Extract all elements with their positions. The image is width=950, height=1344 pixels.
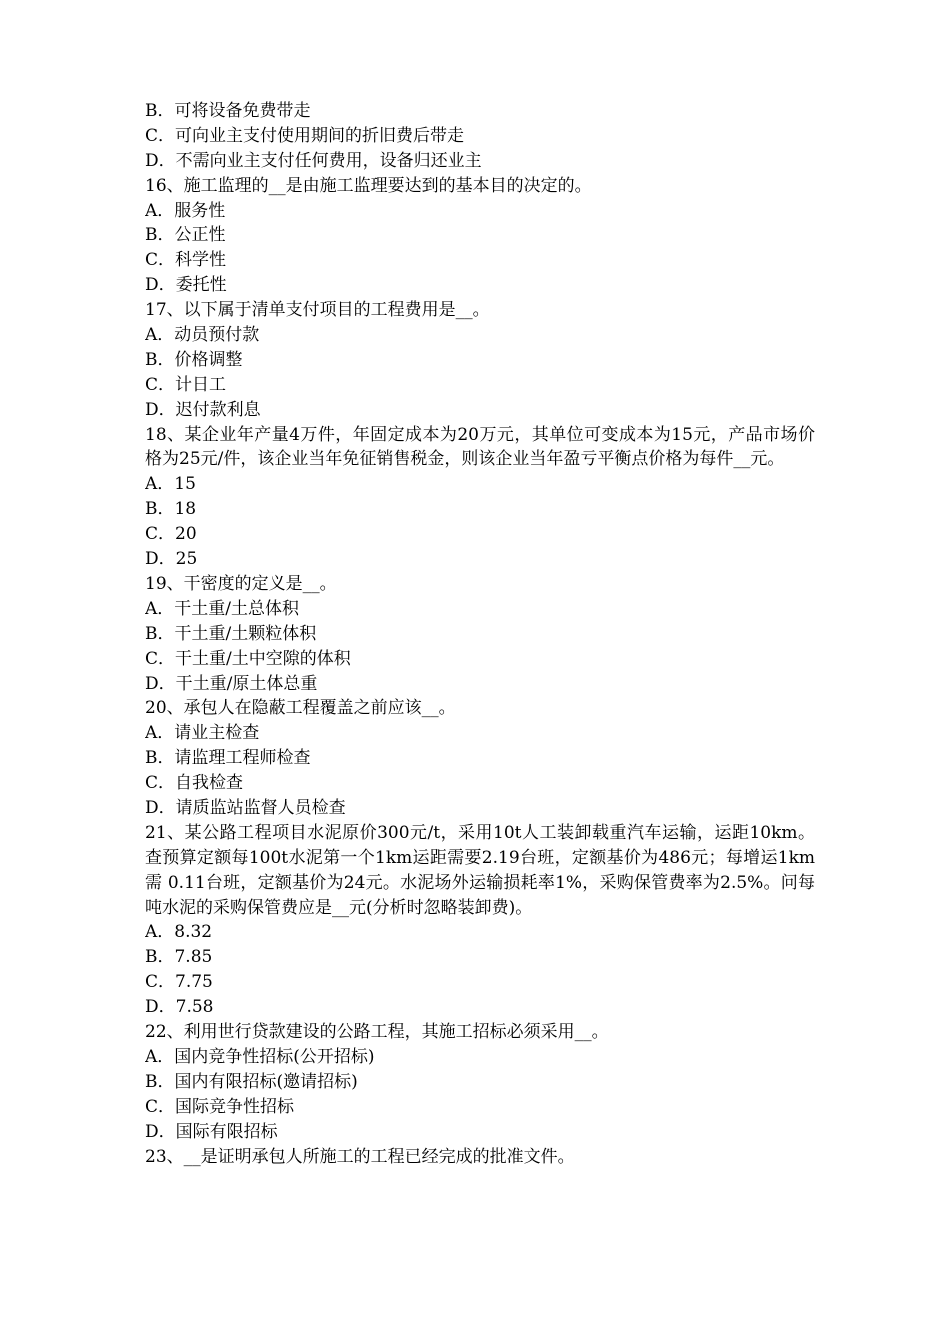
- text-line: C．自我检查: [145, 773, 244, 794]
- text-line: C．国际竞争性招标: [145, 1096, 295, 1117]
- text-line: 20、承包人在隐蔽工程覆盖之前应该__。: [145, 698, 456, 719]
- text-line: C．7.75: [145, 972, 213, 993]
- text-line: C．计日工: [145, 374, 227, 395]
- text-line: A．请业主检查: [145, 723, 260, 744]
- text-line: C．科学性: [145, 250, 227, 271]
- text-line: B．可将设备免费带走: [145, 101, 311, 121]
- text-line: 16、施工监理的__是由施工监理要达到的基本目的决定的。: [145, 175, 592, 196]
- text-line: B．价格调整: [145, 349, 243, 370]
- text-line: A．国内竞争性招标(公开招标): [145, 1046, 375, 1067]
- text-line: A．动员预付款: [145, 325, 260, 346]
- text-line: D．干土重/原土体总重: [145, 673, 318, 694]
- text-line: 22、利用世行贷款建设的公路工程，其施工招标必须采用__。: [145, 1022, 609, 1043]
- text-line: 23、__是证明承包人所施工的工程已经完成的批准文件。: [145, 1146, 575, 1167]
- text-line: D．委托性: [145, 275, 227, 296]
- question-paragraph: 18、某企业年产量4万件，年固定成本为20万元，其单位可变成本为15元，产品市场价格为25元/件，该企业当年免征销售税金，则该企业当年盈亏平衡点价格为每件__元。: [145, 424, 815, 470]
- text-line: D．7.58: [145, 997, 214, 1018]
- text-line: 17、以下属于清单支付项目的工程费用是__。: [145, 300, 490, 321]
- text-line: D．迟付款利息: [145, 399, 261, 420]
- text-line: B．公正性: [145, 225, 226, 246]
- text-line: B．干土重/土颗粒体积: [145, 623, 317, 644]
- text-line: D．国际有限招标: [145, 1121, 278, 1142]
- text-line: D．请质监站监督人员检查: [145, 797, 346, 818]
- text-line: C．干土重/土中空隙的体积: [145, 648, 351, 669]
- text-line: C．可向业主支付使用期间的折旧费后带走: [145, 125, 465, 146]
- text-line: D．25: [145, 549, 198, 570]
- text-line: B．18: [145, 499, 197, 520]
- text-line: A．8.32: [145, 922, 213, 943]
- text-line: D．不需向业主支付任何费用，设备归还业主: [145, 150, 482, 171]
- document-page: [145, 99, 815, 1169]
- text-line: A．服务性: [145, 200, 226, 221]
- text-line: C．20: [145, 524, 197, 545]
- text-line: B．国内有限招标(邀请招标): [145, 1071, 358, 1092]
- text-line: B．7.85: [145, 947, 213, 968]
- text-line: 19、干密度的定义是__。: [145, 573, 337, 594]
- text-line: B．请监理工程师检查: [145, 748, 311, 769]
- question-paragraph: 21、某公路工程项目水泥原价300元/t，采用10t人工装卸载重汽车运输，运距10km。查预算定额每100t水泥第一个1km运距需要2.19台班，定额基价为486元；每增运1km需 0.11台班，定额基价为24元。水泥场外运输损耗率1%，采购保管费率为2.5%。问每吨水泥的采购保管费应是__元(分析时忽略装卸费)。: [145, 822, 815, 918]
- text-line: A．15: [145, 474, 196, 495]
- text-line: A．干土重/土总体积: [145, 598, 300, 619]
